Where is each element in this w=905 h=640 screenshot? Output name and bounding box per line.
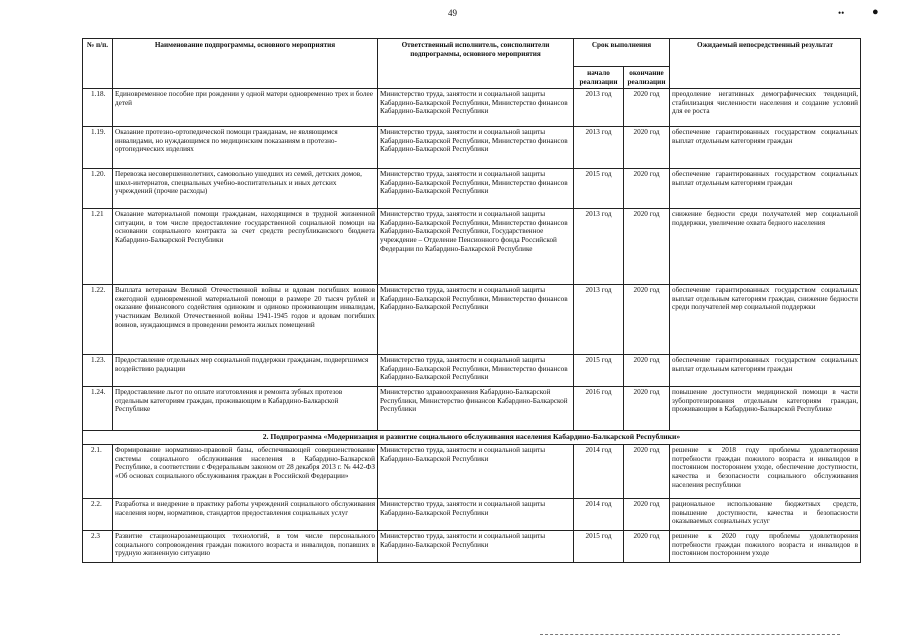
row-num: 1.18. [83,89,113,127]
row-name: Оказание протезно-ортопедической помощи гражданам, не являющимся инвалидами, но нуждающимся по медицинским показаниям в протезно-ортопедических изделиях [113,127,378,169]
row-end: 2020 год [624,285,670,355]
row-num: 1.24. [83,387,113,431]
row-start: 2014 год [574,499,624,531]
row-end: 2020 год [624,169,670,209]
row-end: 2020 год [624,445,670,499]
header-start: начало реализации [574,67,624,89]
row-end: 2020 год [624,127,670,169]
row-result: обеспечение гарантированных государством социальных выплат отдельным категориям граждан [670,169,861,209]
row-executor: Министерство труда, занятости и социальной защиты Кабардино-Балкарской Республики [378,531,574,563]
row-num: 1.21 [83,209,113,285]
header-num: № п/п. [83,39,113,89]
row-end: 2020 год [624,355,670,387]
row-executor: Министерство труда, занятости и социальной защиты Кабардино-Балкарской Республики, Министерство финансов Кабардино-Балкарской Республики [378,127,574,169]
row-executor: Министерство труда, занятости и социальной защиты Кабардино-Балкарской Республики [378,445,574,499]
row-result: снижение бедности среди получателей мер социальной поддержки, увеличение охвата бедного населения [670,209,861,285]
row-executor: Министерство труда, занятости и социальной защиты Кабардино-Балкарской Республики, Министерство финансов Кабардино-Балкарской Республики, Государственное учреждение – Отделение Пенсионного фонда Российской Федерации по Кабардино-Балкарской Республике [378,209,574,285]
row-name: Формирование нормативно-правовой базы, обеспечивающей совершенствование системы социального обслуживания населения в Кабардино-Балкарской Республике, в соответствии с Федеральным законом от 28 декабря 2013 г. № 442-ФЗ «Об основах социального обслуживания граждан в Российской Федерации» [113,445,378,499]
table-row [83,355,861,387]
table-row [83,89,861,127]
table-row [83,127,861,169]
row-executor: Министерство труда, занятости и социальной защиты Кабардино-Балкарской Республики, Министерство финансов Кабардино-Балкарской Республики [378,169,574,209]
row-name: Оказание материальной помощи гражданам, находящимся в трудной жизненной ситуации, в том числе предоставление государственной социальной помощи на основании социального контракта за счет средств республиканского бюджета Кабардино-Балкарской Республики [113,209,378,285]
program-table [82,38,861,563]
row-executor: Министерство труда, занятости и социальной защиты Кабардино-Балкарской Республики, Министерство финансов Кабардино-Балкарской Республики [378,355,574,387]
row-end: 2020 год [624,89,670,127]
table-row [83,169,861,209]
row-result: повышение доступности медицинской помощи в части зубопротезирования отдельным категориям граждан, проживающим в Кабардино-Балкарской Республике [670,387,861,431]
header-result: Ожидаемый непосредственный результат [670,39,861,89]
row-num: 1.19. [83,127,113,169]
row-num: 2.1. [83,445,113,499]
table-row [83,209,861,285]
row-end: 2020 год [624,531,670,563]
page-number: 49 [448,8,457,18]
row-start: 2015 год [574,355,624,387]
row-start: 2015 год [574,169,624,209]
row-name: Перевозка несовершеннолетних, самовольно ушедших из семей, детских домов, школ-интернатов, специальных учебно-воспитательных и иных детских учреждений (прочие расходы) [113,169,378,209]
header-deadline: Срок выполнения [574,39,670,67]
row-num: 2.2. [83,499,113,531]
row-num: 1.20. [83,169,113,209]
header-executor: Ответственный исполнитель, соисполнители подпрограммы, основного мероприятия [378,39,574,89]
row-start: 2014 год [574,445,624,499]
row-executor: Министерство труда, занятости и социальной защиты Кабардино-Балкарской Республики, Министерство финансов Кабардино-Балкарской Республики [378,285,574,355]
row-name: Выплата ветеранам Великой Отечественной войны и вдовам погибших воинов ежегодной единовременной материальной помощи в размере 20 тысяч рублей и оказание финансового содействия одиноким и одиноко проживающим инвалидам, участникам Великой Отечественной войны 1941-1945 годов и вдовам погибших воинов, нуждающимся в проведении ремонта жилых помещений [113,285,378,355]
section-title: 2. Подпрограмма «Модернизация и развитие социального обслуживания населения Кабардино-Балкарской Республики» [83,431,861,445]
table-row [83,499,861,531]
row-executor: Министерство труда, занятости и социальной защиты Кабардино-Балкарской Республики, Министерство финансов Кабардино-Балкарской Республики [378,89,574,127]
table-row [83,285,861,355]
row-start: 2013 год [574,89,624,127]
row-start: 2013 год [574,209,624,285]
footer-dashed-line [540,634,840,635]
row-start: 2013 год [574,127,624,169]
row-start: 2015 год [574,531,624,563]
row-num: 1.22. [83,285,113,355]
row-executor: Министерство здравоохранения Кабардино-Балкарской Республики, Министерство финансов Кабардино-Балкарской Республики [378,387,574,431]
section-row [83,431,861,445]
row-result: рациональное использование бюджетных средств, повышение доступности, качества и безопасности оказываемых социальных услуг [670,499,861,531]
table-row [83,445,861,499]
row-name: Предоставление отдельных мер социальной поддержки гражданам, подвергшимся воздействию радиации [113,355,378,387]
row-result: преодоление негативных демографических тенденций, стабилизация численности населения и создание условий для ее роста [670,89,861,127]
row-name: Предоставление льгот по оплате изготовления и ремонта зубных протезов отдельным категориям граждан, проживающим в Кабардино-Балкарской Республике [113,387,378,431]
row-result: решение к 2020 году проблемы удовлетворения потребности граждан пожилого возраста и инвалидов в постоянном постороннем уходе [670,531,861,563]
row-result: обеспечение гарантированных государством социальных выплат отдельным категориям граждан [670,355,861,387]
row-name: Развитие стационарозамещающих технологий, в том числе персонального социального сопровождения граждан пожилого возраста и инвалидов, попавших в трудную жизненную ситуацию [113,531,378,563]
row-start: 2013 год [574,285,624,355]
row-num: 2.3 [83,531,113,563]
header-name: Наименование подпрограммы, основного мероприятия [113,39,378,89]
row-result: решение к 2018 году проблемы удовлетворения потребности граждан пожилого возраста и инвалидов в постоянном постороннем уходе, обеспечение доступности, качества и безопасности социального обслуживания населения республики [670,445,861,499]
row-start: 2016 год [574,387,624,431]
row-result: обеспечение гарантированных государством социальных выплат отдельным категориям граждан, снижение бедности среди получателей мер социальной поддержки [670,285,861,355]
table-row [83,531,861,563]
row-end: 2020 год [624,209,670,285]
row-name: Разработка и внедрение в практику работы учреждений социального обслуживания населения норм, нормативов, стандартов предоставления социальных услуг [113,499,378,531]
corner-dot: ● [872,6,879,18]
header-end: окончание реализации [624,67,670,89]
row-executor: Министерство труда, занятости и социальной защиты Кабардино-Балкарской Республики [378,499,574,531]
row-end: 2020 год [624,499,670,531]
row-num: 1.23. [83,355,113,387]
row-name: Единовременное пособие при рождении у одной матери одновременно трех и более детей [113,89,378,127]
row-result: обеспечение гарантированных государством социальных выплат отдельным категориям граждан [670,127,861,169]
corner-mark: •• [838,8,845,18]
table-row [83,387,861,431]
row-end: 2020 год [624,387,670,431]
